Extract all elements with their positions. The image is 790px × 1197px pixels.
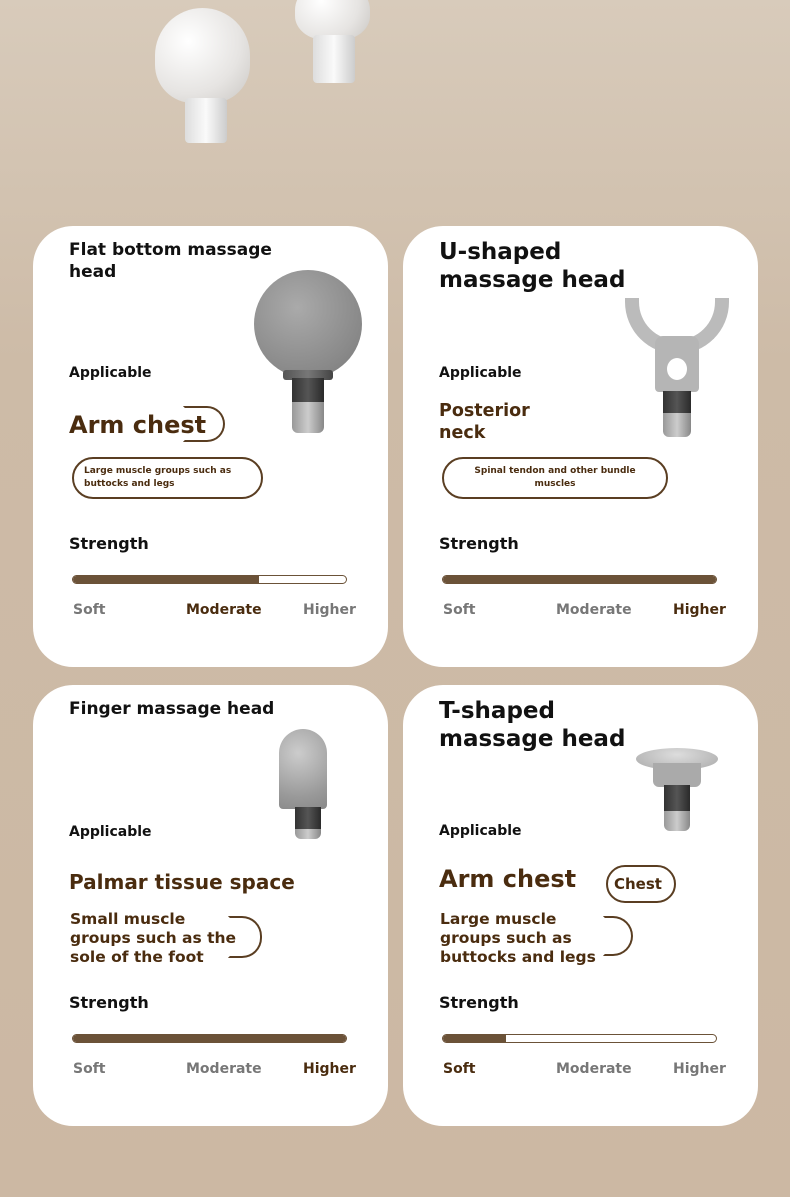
- level-higher: Higher: [303, 1061, 356, 1077]
- level-soft: Soft: [73, 602, 106, 618]
- finger-head-card: [33, 685, 388, 1126]
- strength-label: Strength: [439, 993, 519, 1012]
- target-area: Arm chest: [69, 411, 207, 439]
- decorative-arc: [228, 916, 262, 958]
- u-shaped-head-card: [403, 226, 758, 667]
- strength-label: Strength: [69, 534, 149, 553]
- applicable-label: Applicable: [69, 365, 152, 381]
- strength-label: Strength: [69, 993, 149, 1012]
- strength-label: Strength: [439, 534, 519, 553]
- target-area: Arm chest: [439, 865, 577, 893]
- decorative-arc: [603, 916, 633, 956]
- strength-bar: [442, 1034, 717, 1043]
- level-moderate: Moderate: [186, 602, 262, 618]
- target-extra-pill: Chest: [606, 865, 676, 903]
- applicable-label: Applicable: [439, 823, 522, 839]
- strength-bar: [72, 1034, 347, 1043]
- target-area: Palmar tissue space: [69, 870, 295, 894]
- applicable-label: Applicable: [69, 824, 152, 840]
- t-shaped-head-card: [403, 685, 758, 1126]
- description-pill: Large muscle groups such as buttocks and legs: [72, 457, 263, 499]
- applicable-label: Applicable: [439, 365, 522, 381]
- level-soft: Soft: [443, 1061, 476, 1077]
- description-pill: Spinal tendon and other bundle muscles: [442, 457, 668, 499]
- product-photo: [0, 0, 790, 220]
- level-soft: Soft: [443, 602, 476, 618]
- strength-bar: [72, 575, 347, 584]
- flat-bottom-head-card: [33, 226, 388, 667]
- description: Large muscle groups such as buttocks and legs: [440, 910, 596, 966]
- level-moderate: Moderate: [186, 1061, 262, 1077]
- level-higher: Higher: [673, 1061, 726, 1077]
- level-higher: Higher: [673, 602, 726, 618]
- target-area: Posterior neck: [439, 401, 530, 443]
- card-title: U-shaped massage head: [439, 239, 626, 293]
- level-soft: Soft: [73, 1061, 106, 1077]
- card-title: Finger massage head: [69, 699, 275, 719]
- decorative-arc: [183, 406, 225, 442]
- card-title: T-shaped massage head: [439, 698, 626, 752]
- level-moderate: Moderate: [556, 602, 632, 618]
- card-title: Flat bottom massage head: [69, 240, 272, 282]
- level-moderate: Moderate: [556, 1061, 632, 1077]
- level-higher: Higher: [303, 602, 356, 618]
- strength-bar: [442, 575, 717, 584]
- description: Small muscle groups such as the sole of the foot: [70, 910, 237, 966]
